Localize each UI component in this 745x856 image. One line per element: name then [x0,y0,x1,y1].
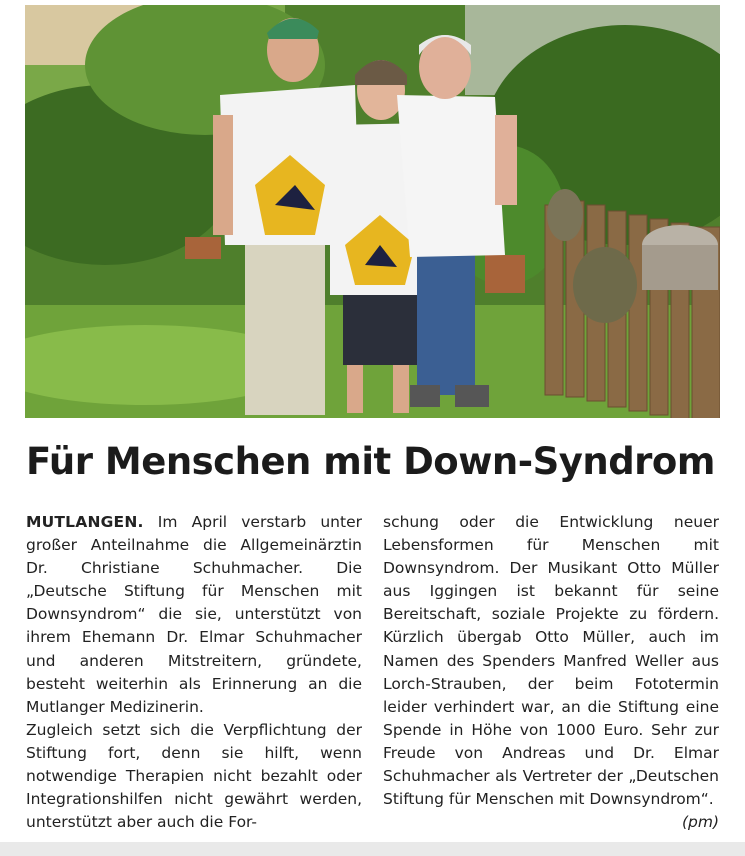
article-paragraph-3 [383,511,719,832]
author-credit: (pm) [681,813,719,832]
article-photo [25,5,720,418]
article-column-right [383,511,719,834]
article-paragraph-1-text: Im April verstarb unter großer Anteilnahme die Allgemeinärztin Dr. Christiane Schuhmacher. Die „Deutsche Stiftung für Menschen mit Downsyndrom“ die sie, unterstützt von ihrem Ehemann Dr. Elmar Schuhmacher und anderen Mitstreitern, gründete, besteht weiterhin als Erinnerung an die Mutlanger Medizinerin. [26,513,362,716]
article-paragraph-3-text: schung oder die Entwicklung neuer Lebensformen für Menschen mit Downsyndrom. Der Musikant Otto Müller aus Iggingen ist bekannt für seine Bereitschaft, soziale Projekte zu fördern. Kürzlich übergab Otto Müller, auch im Namen des Spenders Manfred Weller aus Lorch-Strauben, der beim Fototermin leider verhindert war, an die Stiftung eine Spende in Höhe von 1000 Euro. Sehr zur Freude von Andreas und Dr. Elmar Schuhmacher als Vertreter der „Deutschen Stiftung für Menschen mit Downsyndrom“. [383,513,719,809]
article-column-left [26,511,362,834]
article-paragraph-2: Zugleich setzt sich die Verpflichtung der Stiftung fort, denn sie hilft, wenn notwendige Therapien nicht bezahlt oder Integrationshilfen nicht gewährt werden, unterstützt aber auch die For- [26,720,362,832]
article-paragraph-1 [26,511,362,719]
article-headline: Für Menschen mit Down-Syndrom [26,440,715,483]
page-bottom-band [0,842,745,856]
dateline: MUTLANGEN. [26,513,144,531]
